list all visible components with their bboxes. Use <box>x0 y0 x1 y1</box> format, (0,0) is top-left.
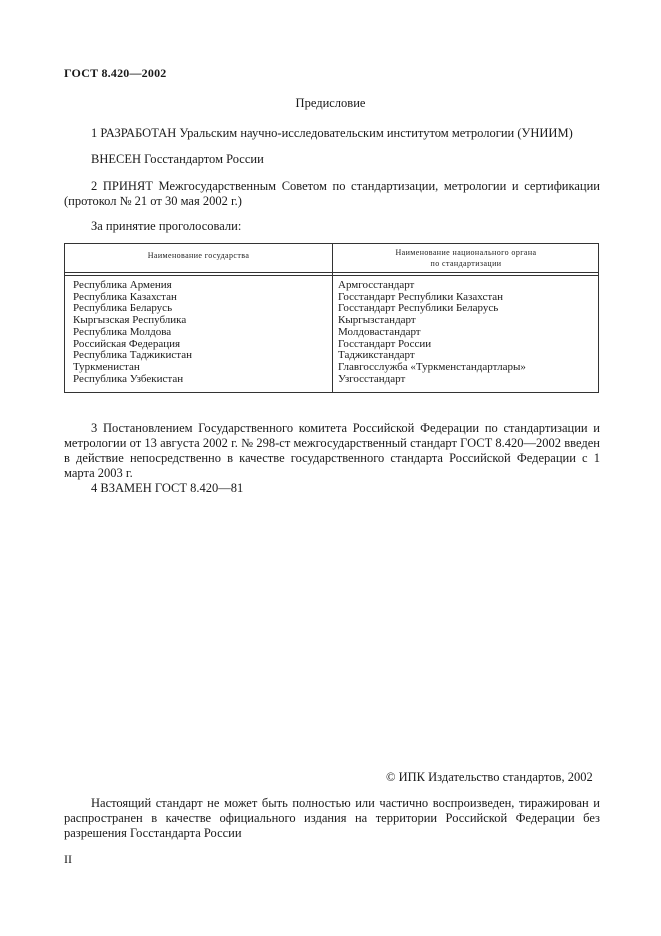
paragraph-replaces: 4 ВЗАМЕН ГОСТ 8.420—81 <box>91 481 244 495</box>
paragraph-adopted-by: 2 ПРИНЯТ Межгосударственным Советом по стандартизации, метрологии и сертификации (протокол № 21 от 30 мая 2002 г.) <box>64 179 600 208</box>
table-cell-state: Республика Молдова <box>73 325 172 338</box>
table-cell-body: Молдовастандарт <box>338 325 421 338</box>
table-cell-body: Госстандарт Республики Беларусь <box>338 302 499 315</box>
table-column-divider <box>332 244 333 392</box>
table-cell-state: Республика Армения <box>73 279 172 291</box>
table-cell-state: Республика Узбекистан <box>73 372 184 385</box>
table-cell-body: Госстандарт Республики Казахстан <box>338 290 504 303</box>
copyright-notice: © ИПК Издательство стандартов, 2002 <box>386 770 593 784</box>
paragraph-decree: 3 Постановлением Государственного комитета Российской Федерации по стандартизации и метрологии от 13 августа 2002 г. № 298-ст межгосударственный стандарт ГОСТ 8.420—2002 введен в действие непосредственно в качестве государственного стандарта Российской Федерации с 1 марта 2003 г. <box>64 421 600 480</box>
table-header-body <box>332 244 600 272</box>
table-column-states <box>73 280 192 385</box>
paragraph-developed-by: 1 РАЗРАБОТАН Уральским научно-исследовательским институтом метрологии (УНИИМ) <box>91 126 573 140</box>
table-cell-state: Российская Федерация <box>73 337 181 350</box>
table-cell-body: Узгосстандарт <box>338 372 406 385</box>
paragraph-introduced-by: ВНЕСЕН Госстандартом России <box>91 152 264 166</box>
table-cell-state: Республика Казахстан <box>73 290 177 303</box>
document-code: ГОСТ 8.420—2002 <box>64 66 167 80</box>
reproduction-notice: Настоящий стандарт не может быть полностью или частично воспроизведен, тиражирован и распространен в качестве официального издания на территории Российской Федерации без разрешения Госстандарта России <box>64 796 600 840</box>
table-cell-state: Кыргызская Республика <box>73 314 187 327</box>
table-header-body-line2: по стандартизации <box>430 259 502 268</box>
table-header-state: Наименование государства <box>147 251 250 260</box>
table-header-body-line1: Наименование национального органа <box>395 248 537 257</box>
table-cell-state: Республика Беларусь <box>73 302 173 315</box>
table-cell-state: Республика Таджикистан <box>73 349 192 362</box>
voting-table <box>64 243 599 393</box>
table-cell-body: Кыргызстандарт <box>338 314 416 327</box>
table-cell-body: Таджикстандарт <box>338 349 415 362</box>
table-cell-state: Туркменистан <box>73 360 140 373</box>
table-cell-body: Армгосстандарт <box>338 279 415 291</box>
preface-title: Предисловие <box>295 96 366 110</box>
table-cell-body: Госстандарт России <box>338 337 432 350</box>
paragraph-voted-for: За принятие проголосовали: <box>91 219 242 233</box>
table-cell-body: Главгосслужба «Туркменстандартлары» <box>338 360 526 373</box>
page-number: II <box>64 852 72 866</box>
table-column-bodies <box>338 280 526 385</box>
